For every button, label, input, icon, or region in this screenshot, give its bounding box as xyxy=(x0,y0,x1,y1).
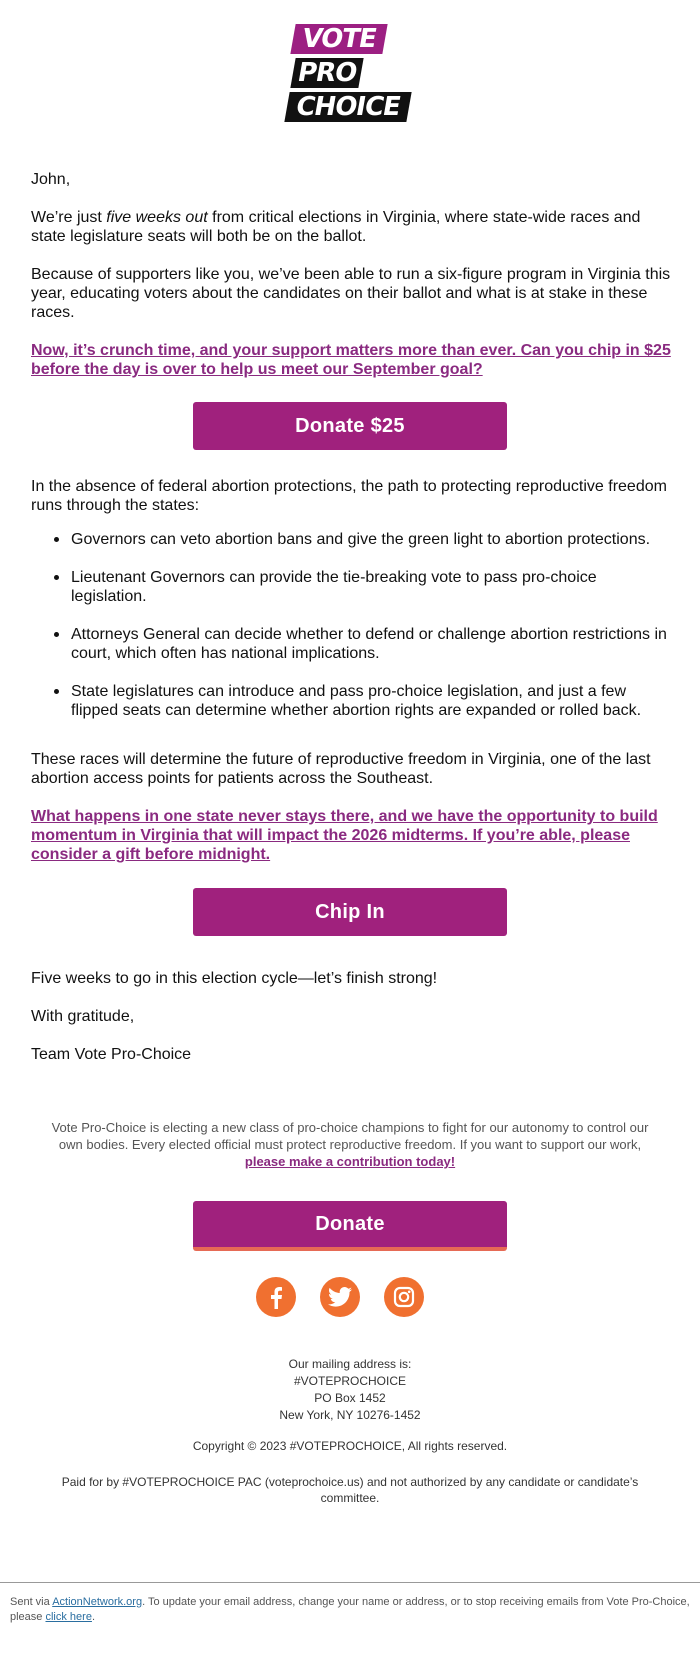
bullet-item: Lieutenant Governors can provide the tie-breaking vote to pass pro-choice legislation. xyxy=(50,568,670,606)
twitter-icon[interactable] xyxy=(320,1277,360,1317)
cta-link-momentum[interactable]: What happens in one state never stays there, and we have the opportunity to build momentum in Virginia that will impact the 2026 midterms. If you’re able, please consider a gift before midnight. xyxy=(31,808,658,863)
email-middle xyxy=(31,750,671,864)
vote-pro-choice-logo[interactable] xyxy=(287,24,413,126)
bullet-item: Attorneys General can decide whether to defend or challenge abortion restrictions in court, which often has national implications. xyxy=(50,625,670,663)
logo-line-vote: VOTE xyxy=(290,24,387,54)
footer-about-text: Vote Pro-Choice is electing a new class of pro-choice champions to fight for our autonomy to control our own bodies. Every elected official must protect reproductive freedom. If you want to support our work, xyxy=(51,1120,649,1152)
bullet-item: Governors can veto abortion bans and give the green light to abortion protections. xyxy=(50,530,670,549)
logo-line-choice: CHOICE xyxy=(284,92,411,122)
p1-before: We’re just xyxy=(31,209,107,226)
sent-via-suffix: . xyxy=(91,1611,96,1623)
sent-via-middle: . To update your email address, change your name or address, or to stop receiving emails from Vote Pro-Choice, please xyxy=(10,1596,690,1623)
mailing-address xyxy=(150,1356,550,1424)
email-intro xyxy=(31,170,671,379)
actionnetwork-link[interactable]: ActionNetwork.org xyxy=(52,1596,143,1608)
contribution-link[interactable]: please make a contribution today! xyxy=(244,1154,456,1169)
bullet-item: State legislatures can introduce and pass pro-choice legislation, and just a few flipped seats can determine whether abortion rights are expanded or rolled back. xyxy=(50,682,670,720)
address-line-city: New York, NY 10276-1452 xyxy=(279,1408,421,1422)
p1-after: from critical elections in Virginia, where state-wide races and state legislature seats will both be on the ballot. xyxy=(31,209,641,245)
facebook-icon[interactable] xyxy=(256,1277,296,1317)
chip-in-button[interactable]: Chip In xyxy=(193,888,507,936)
footer-about xyxy=(38,1119,662,1170)
cta-link-crunch-time[interactable]: Now, it’s crunch time, and your support matters more than ever. Can you chip in $25 before the day is over to help us meet our September goal? xyxy=(31,342,671,378)
logo-line-pro: PRO xyxy=(290,58,363,88)
paragraph-states-intro xyxy=(31,477,671,515)
donate-button[interactable]: Donate xyxy=(193,1201,507,1251)
address-label: Our mailing address is: xyxy=(288,1357,412,1371)
paragraph-states: In the absence of federal abortion protections, the path to protecting reproductive freedom runs through the states: xyxy=(31,478,667,514)
address-line-pobox: PO Box 1452 xyxy=(314,1391,386,1405)
paragraph-finish-strong: Five weeks to go in this election cycle—let’s finish strong! xyxy=(31,970,438,987)
sent-via-footer xyxy=(0,1582,700,1625)
sent-via-prefix: Sent via xyxy=(10,1596,53,1608)
address-line-org: #VOTEPROCHOICE xyxy=(293,1374,407,1388)
paragraph-supporters: Because of supporters like you, we’ve been able to run a six-figure program in Virginia this year, educating voters about the candidates on their ballot and what is at stake in these races. xyxy=(31,266,671,321)
bullet-list xyxy=(50,530,670,739)
p1-emphasis: five weeks out xyxy=(106,209,208,226)
email-closing xyxy=(31,969,671,1064)
signature: Team Vote Pro-Choice xyxy=(31,1046,192,1063)
greeting: John, xyxy=(31,171,71,188)
paid-for-disclaimer: Paid for by #VOTEPROCHOICE PAC (voteprochoice.us) and not authorized by any candidate or candidate’s committee. xyxy=(61,1475,639,1505)
social-icons xyxy=(256,1277,446,1319)
unsubscribe-link[interactable]: click here xyxy=(45,1611,92,1623)
instagram-icon[interactable] xyxy=(384,1277,424,1317)
donate-25-button[interactable]: Donate $25 xyxy=(193,402,507,450)
paragraph-five-weeks xyxy=(31,208,671,246)
paragraph-future: These races will determine the future of reproductive freedom in Virginia, one of the last abortion access points for patients across the Southeast. xyxy=(31,751,651,787)
signoff: With gratitude, xyxy=(31,1008,135,1025)
copyright: Copyright © 2023 #VOTEPROCHOICE, All rights reserved. xyxy=(192,1439,508,1453)
